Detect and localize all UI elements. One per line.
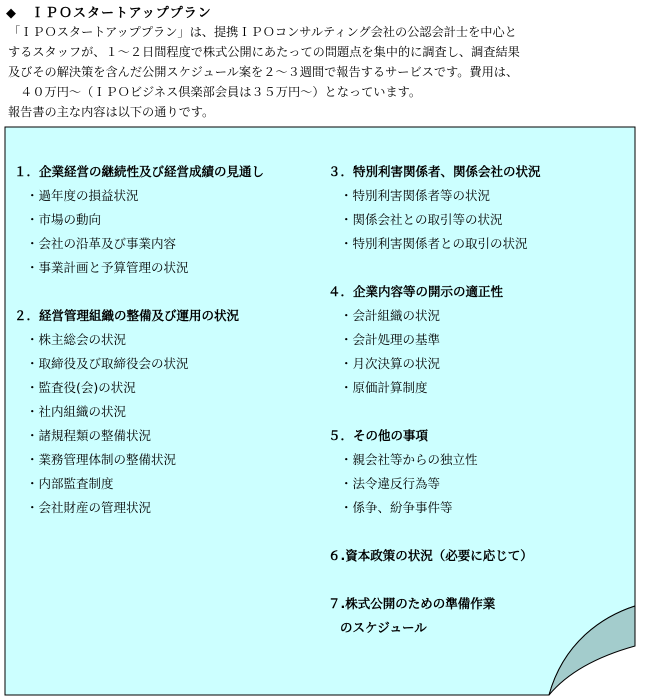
section-item: ・社内組織の状況 [26, 404, 127, 419]
section-5 [328, 424, 628, 520]
intro-line: 「ＩＰＯスタートアッププラン」は、提携ＩＰＯコンサルティング会社の公認会計士を中心と [8, 25, 517, 39]
section-item: ・監査役(会)の状況 [26, 380, 136, 395]
section-item: ・会社財産の管理状況 [26, 500, 152, 515]
section-item: ・関係会社との取引等の状況 [340, 212, 503, 227]
intro-line: 報告書の主な内容は以下の通りです。 [8, 105, 215, 119]
intro-line: 及びその解決策を含んだ公開スケジュール案を２～３週間で報告するサービスです。費用は、 [8, 65, 519, 79]
section-item: ・業務管理体制の整備状況 [26, 452, 177, 467]
section-heading: １．企業経営の継続性及び経営成績の見通し [14, 164, 265, 179]
section-7 [328, 592, 628, 640]
section-item: ・月次決算の状況 [340, 356, 441, 371]
section-item: ・会計処理の基準 [340, 332, 441, 347]
intro-line: するスタッフが、１～２日間程度で株式公開にあたっての問題点を集中的に調査し、調査結果 [8, 45, 520, 59]
page-title: ◆ ＩＰＯスタートアッププラン [6, 6, 212, 21]
section-1 [14, 160, 314, 280]
section-2 [14, 304, 314, 520]
section-heading-continuation: のスケジュール [340, 620, 427, 635]
section-item: ・諸規程類の整備状況 [26, 428, 152, 443]
section-heading: ７.株式公開のための準備作業 [328, 596, 496, 611]
report-contents-note [4, 126, 636, 696]
intro-paragraph [8, 22, 640, 122]
section-item: ・法令違反行為等 [340, 476, 441, 491]
section-item: ・市場の動向 [26, 212, 102, 227]
section-heading: ３．特別利害関係者、関係会社の状況 [328, 164, 541, 179]
intro-line: ４０万円～（ＩＰＯビジネス倶楽部会員は３５万円～）となっています。 [8, 85, 422, 99]
section-item: ・過年度の損益状況 [26, 188, 139, 203]
left-column [14, 160, 314, 520]
section-heading: ５．その他の事項 [328, 428, 429, 443]
section-item: ・株主総会の状況 [26, 332, 127, 347]
section-item: ・係争、紛争事件等 [340, 500, 453, 515]
section-4 [328, 280, 628, 400]
section-item: ・原価計算制度 [340, 380, 428, 395]
section-item: ・事業計画と予算管理の状況 [26, 260, 189, 275]
section-6 [328, 544, 628, 568]
section-item: ・特別利害関係者との取引の状況 [340, 236, 528, 251]
section-item: ・特別利害関係者等の状況 [340, 188, 491, 203]
section-heading: ４．企業内容等の開示の適正性 [328, 284, 504, 299]
section-item: ・内部監査制度 [26, 476, 114, 491]
section-item: ・親会社等からの独立性 [340, 452, 478, 467]
section-heading: ６.資本政策の状況（必要に応じて） [328, 548, 533, 563]
section-3 [328, 160, 628, 256]
section-heading: ２．経営管理組織の整備及び運用の状況 [14, 308, 240, 323]
section-item: ・取締役及び取締役会の状況 [26, 356, 189, 371]
section-item: ・会計組織の状況 [340, 308, 441, 323]
section-item: ・会社の沿革及び事業内容 [26, 236, 177, 251]
right-column [328, 160, 628, 640]
